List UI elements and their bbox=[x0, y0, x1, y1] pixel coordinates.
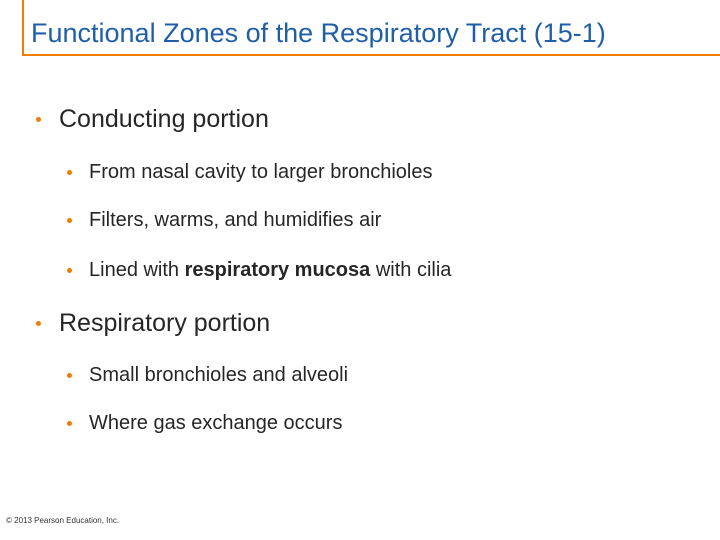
title-accent-rule bbox=[22, 54, 720, 56]
bullet-text: Respiratory portion bbox=[59, 309, 271, 337]
sub-bullet-nasal-cavity bbox=[67, 159, 432, 185]
bullet-dot bbox=[67, 373, 72, 378]
slide-title: Functional Zones of the Respiratory Tract (15-1) bbox=[31, 18, 606, 48]
bullet-dot bbox=[67, 268, 72, 273]
sub-bullet-gas-exchange bbox=[67, 410, 342, 436]
sub-bullet-lined bbox=[67, 257, 451, 283]
bullet-text: Conducting portion bbox=[59, 105, 269, 133]
bullet-dot bbox=[36, 321, 41, 326]
title-accent-rule-vertical bbox=[22, 0, 24, 56]
bullet-text: Where gas exchange occurs bbox=[89, 412, 343, 434]
bullet-text: From nasal cavity to larger bronchioles bbox=[89, 161, 433, 183]
bullet-respiratory-portion bbox=[36, 308, 270, 338]
bullet-dot bbox=[67, 218, 72, 223]
copyright-footer: © 2013 Pearson Education, Inc. bbox=[6, 516, 120, 525]
bullet-text-pre: Lined with bbox=[89, 259, 185, 281]
bullet-dot bbox=[67, 170, 72, 175]
bullet-text bbox=[89, 257, 451, 283]
bullet-dot bbox=[36, 117, 41, 122]
bullet-text: Filters, warms, and humidifies air bbox=[89, 209, 382, 231]
sub-bullet-filters bbox=[67, 207, 381, 233]
bullet-text: Small bronchioles and alveoli bbox=[89, 364, 349, 386]
bullet-text-post: with cilia bbox=[370, 259, 452, 281]
bullet-text-bold: respiratory mucosa bbox=[184, 259, 371, 281]
sub-bullet-small-bronchioles bbox=[67, 362, 348, 388]
bullet-dot bbox=[67, 421, 72, 426]
bullet-conducting-portion bbox=[36, 104, 269, 134]
